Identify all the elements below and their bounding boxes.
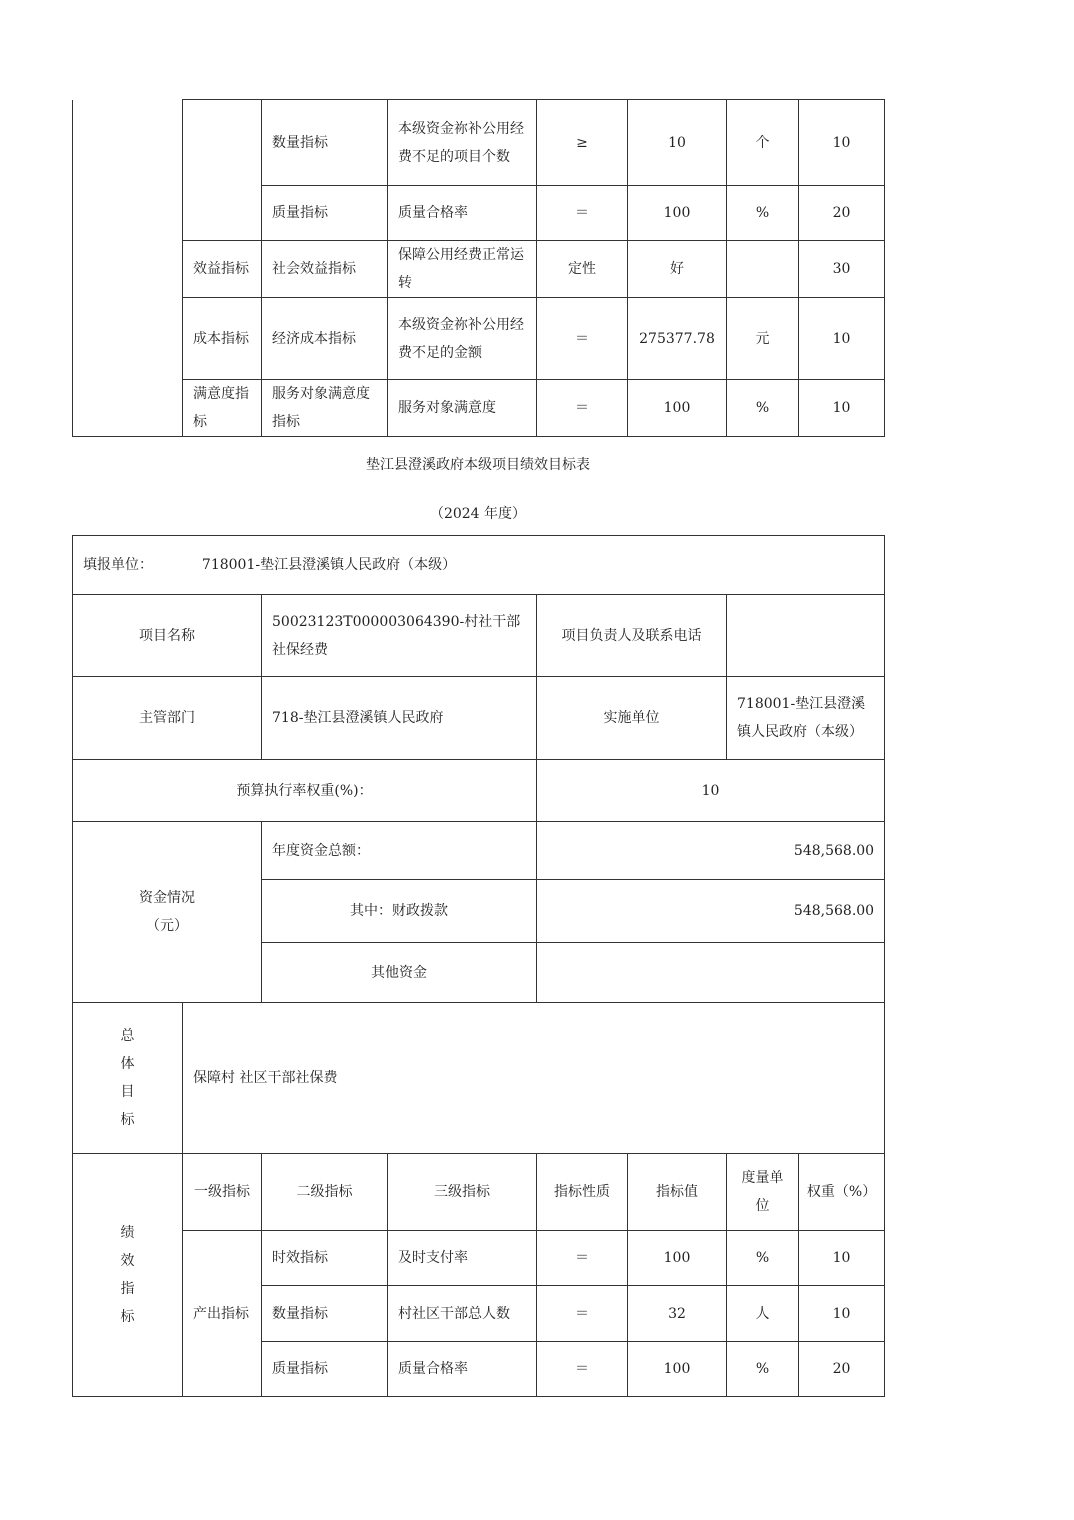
nature-cell: ≥ (537, 100, 628, 186)
table-row (73, 677, 885, 760)
level2-cell: 时效指标 (262, 1231, 388, 1286)
other-funds-label: 其他资金 (262, 943, 537, 1003)
other-funds-value (537, 943, 885, 1003)
level3-cell: 及时支付率 (388, 1231, 537, 1286)
impl-unit-label: 实施单位 (537, 677, 727, 760)
table-row (73, 1003, 885, 1154)
header-weight: 权重（%） (799, 1154, 885, 1231)
project-name-label: 项目名称 (73, 595, 262, 677)
blank-cell (183, 100, 262, 241)
weight-cell: 30 (799, 241, 885, 298)
table-header-row (73, 1154, 885, 1231)
value-cell: 100 (628, 1342, 727, 1397)
dept-label: 主管部门 (73, 677, 262, 760)
fiscal-label: 其中：财政拨款 (262, 880, 537, 943)
header-level3: 三级指标 (388, 1154, 537, 1231)
header-value: 指标值 (628, 1154, 727, 1231)
weight-cell: 10 (799, 1231, 885, 1286)
contact-value (727, 595, 885, 677)
level2-cell: 数量指标 (262, 1286, 388, 1342)
nature-cell: ＝ (537, 1342, 628, 1397)
header-level1: 一级指标 (183, 1154, 262, 1231)
header-level2: 二级指标 (262, 1154, 388, 1231)
overall-goal-label: 总 体 目 标 (73, 1003, 183, 1154)
level1-cell: 成本指标 (183, 298, 262, 380)
performance-target-table (72, 535, 885, 1397)
nature-cell: ＝ (537, 1286, 628, 1342)
table-row (73, 595, 885, 677)
unit-cell: 人 (727, 1286, 799, 1342)
weight-cell: 20 (799, 186, 885, 241)
weight-cell: 10 (799, 380, 885, 437)
indicator-table-continued (72, 99, 885, 437)
budget-weight-label: 预算执行率权重(%)： (73, 760, 537, 822)
impl-unit-value: 718001-垫江县澄溪镇人民政府（本级） (727, 677, 885, 760)
header-unit: 度量单位 (727, 1154, 799, 1231)
output-indicator-label: 产出指标 (183, 1231, 262, 1397)
table-row (73, 1231, 885, 1286)
annual-total-label: 年度资金总额： (262, 822, 537, 880)
blank-cell (73, 100, 183, 437)
weight-cell: 20 (799, 1342, 885, 1397)
table-row (73, 380, 885, 437)
level2-cell: 社会效益指标 (262, 241, 388, 298)
unit-cell: % (727, 186, 799, 241)
nature-cell: 定性 (537, 241, 628, 298)
value-cell: 100 (628, 1231, 727, 1286)
level3-cell: 本级资金祢补公用经费不足的项目个数 (388, 100, 537, 186)
contact-label: 项目负责人及联系电话 (537, 595, 727, 677)
unit-cell: % (727, 1231, 799, 1286)
level3-cell: 质量合格率 (388, 186, 537, 241)
level3-cell: 保障公用经费正常运转 (388, 241, 537, 298)
nature-cell: ＝ (537, 380, 628, 437)
table-row (73, 100, 885, 186)
funds-label: 资金情况 (139, 890, 195, 906)
weight-cell: 10 (799, 1286, 885, 1342)
level3-cell: 服务对象满意度 (388, 380, 537, 437)
table-row (73, 298, 885, 380)
funds-label-cell (73, 822, 262, 1003)
nature-cell: ＝ (537, 298, 628, 380)
document-title: 垫江县澄溪政府本级项目绩效目标表 (366, 457, 590, 473)
value-cell: 32 (628, 1286, 727, 1342)
level2-cell: 数量指标 (262, 100, 388, 186)
funds-unit: （元） (146, 918, 188, 934)
nature-cell: ＝ (537, 1231, 628, 1286)
unit-cell (727, 241, 799, 298)
unit-cell: 个 (727, 100, 799, 186)
overall-goal-value: 保障村 社区干部社保费 (183, 1003, 885, 1154)
document-year: （2024 年度） (429, 506, 527, 522)
level3-cell: 本级资金祢补公用经费不足的金额 (388, 298, 537, 380)
reporting-unit-value: 718001-垫江县澄溪镇人民政府（本级） (201, 557, 457, 573)
budget-weight-value: 10 (537, 760, 885, 822)
table-row (73, 822, 885, 880)
unit-cell: % (727, 1342, 799, 1397)
project-name-value: 50023123T000003064390-村社干部社保经费 (262, 595, 537, 677)
nature-cell: ＝ (537, 186, 628, 241)
unit-cell: 元 (727, 298, 799, 380)
level2-cell: 质量指标 (262, 186, 388, 241)
level1-cell: 效益指标 (183, 241, 262, 298)
value-cell: 100 (628, 186, 727, 241)
unit-cell: % (727, 380, 799, 437)
reporting-unit-label: 填报单位： (83, 557, 153, 573)
dept-value: 718-垫江县澄溪镇人民政府 (262, 677, 537, 760)
fiscal-value: 548,568.00 (537, 880, 885, 943)
value-cell: 好 (628, 241, 727, 298)
value-cell: 275377.78 (628, 298, 727, 380)
table-row (73, 241, 885, 298)
reporting-unit-cell (73, 536, 885, 595)
level1-cell: 满意度指标 (183, 380, 262, 437)
level2-cell: 服务对象满意度指标 (262, 380, 388, 437)
table-row (73, 760, 885, 822)
value-cell: 100 (628, 380, 727, 437)
weight-cell: 10 (799, 298, 885, 380)
level2-cell: 经济成本指标 (262, 298, 388, 380)
level3-cell: 村社区干部总人数 (388, 1286, 537, 1342)
perf-indicators-label: 绩 效 指 标 (73, 1154, 183, 1397)
header-nature: 指标性质 (537, 1154, 628, 1231)
value-cell: 10 (628, 100, 727, 186)
level3-cell: 质量合格率 (388, 1342, 537, 1397)
annual-total-value: 548,568.00 (537, 822, 885, 880)
level2-cell: 质量指标 (262, 1342, 388, 1397)
weight-cell: 10 (799, 100, 885, 186)
table-row (73, 536, 885, 595)
